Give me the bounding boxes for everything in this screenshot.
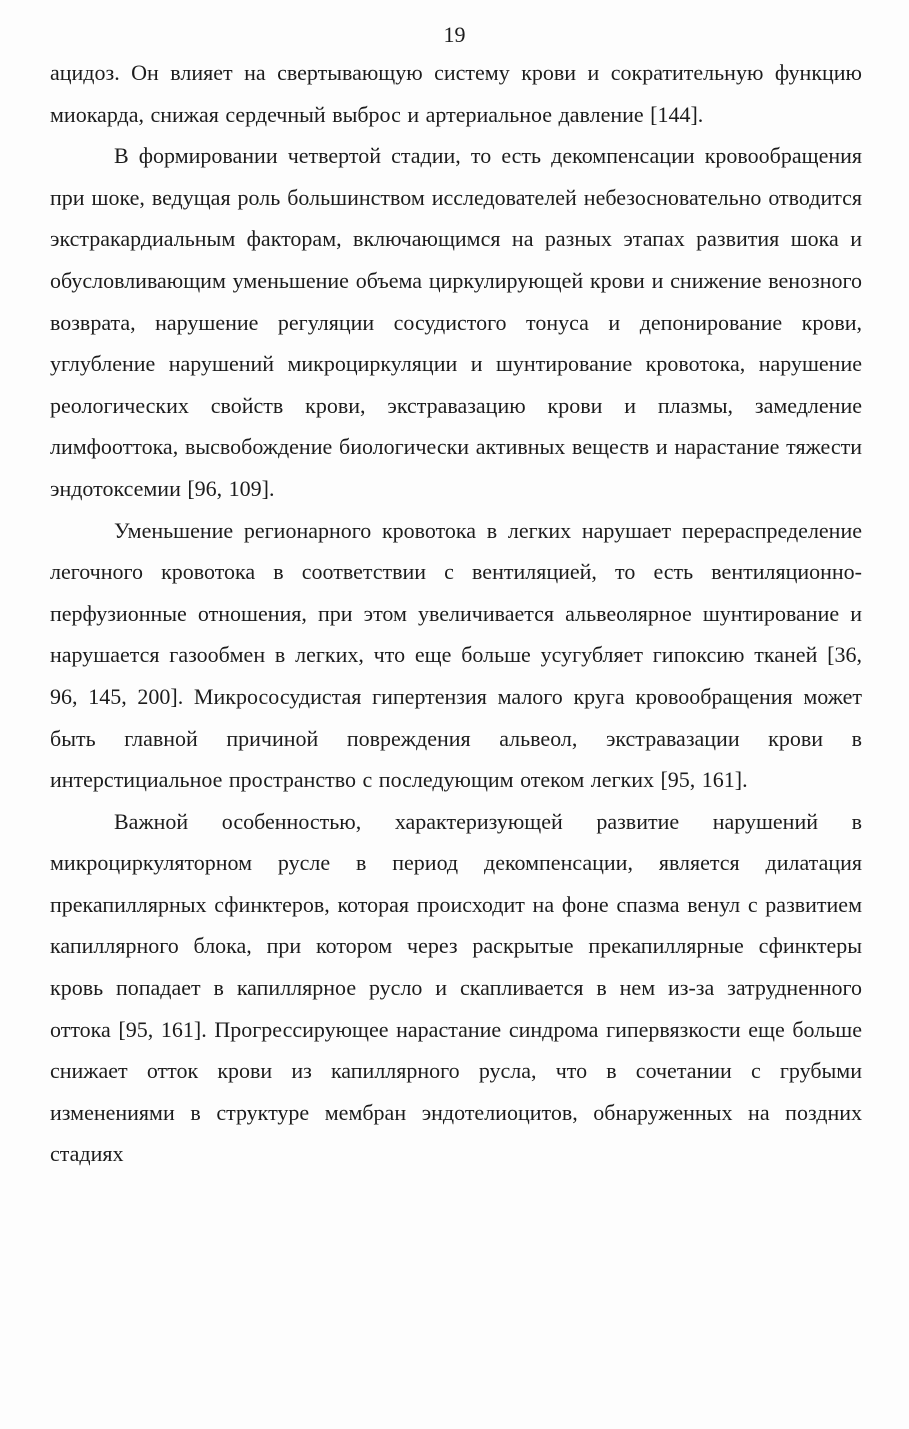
page-number: 19	[443, 22, 466, 47]
body-text	[50, 52, 862, 1175]
paragraph-microcirculation: Важной особенностью, характеризующей развитие нарушений в микроциркуляторном русле в период декомпенсации, является дилатация прекапиллярных сфинктеров, которая происходит на фоне спазма венул с развитием капиллярного блока, при котором через раскрытые прекапиллярные сфинктеры кровь попадает в капиллярное русло и скапливается в нем из-за затрудненного оттока [95, 161]. Прогрессирующее нарастание синдрома гипервязкости еще больше снижает отток крови из капиллярного русла, что в сочетании с грубыми изменениями в структуре мембран эндотелиоцитов, обнаруженных на поздних стадиях	[50, 808, 862, 1167]
paragraph-lung-blood-flow: Уменьшение регионарного кровотока в легких нарушает перераспределение легочного кровотока в соответствии с вентиляцией, то есть вентиляционно-перфузионные отношения, при этом увеличивается альвеолярное шунтирование и нарушается газообмен в легких, что еще больше усугубляет гипоксию тканей [36, 96, 145, 200]. Микрососудистая гипертензия малого круга кровообращения может быть главной причиной повреждения альвеол, экстравазации крови в интерстициальное пространство с последующим отеком легких [95, 161].	[50, 517, 862, 793]
paragraph-continuation: ацидоз. Он влияет на свертывающую систему крови и сократительную функцию миокарда, снижая сердечный выброс и артериальное давление [144].	[50, 60, 862, 127]
paragraph-fourth-stage: В формировании четвертой стадии, то есть декомпенсации кровообращения при шоке, ведущая роль большинством исследователей небезосновательно отводится экстракардиальным факторам, включающимся на разных этапах развития шока и обусловливающим уменьшение объема циркулирующей крови и снижение венозного возврата, нарушение регуляции сосудистого тонуса и депонирование крови, углубление нарушений микроциркуляции и шунтирование кровотока, нарушение реологических свойств крови, экстравазацию крови и плазмы, замедление лимфооттока, высвобождение биологически активных веществ и нарастание тяжести эндотоксемии [96, 109].	[50, 143, 862, 501]
